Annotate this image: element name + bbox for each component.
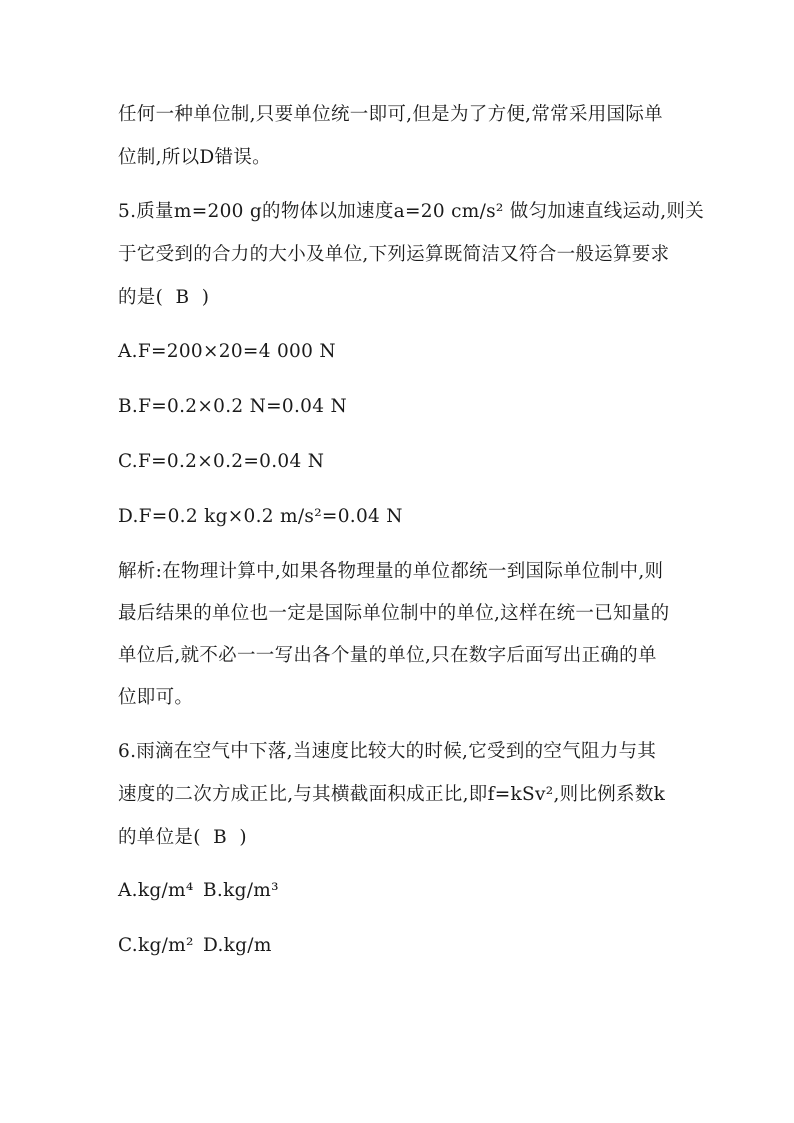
question-6-option-c: C.kg/m² bbox=[118, 935, 194, 956]
question-6-option-d: D.kg/m bbox=[203, 935, 272, 956]
analysis-line: 位即可。 bbox=[118, 687, 194, 708]
analysis-line: 最后结果的单位也一定是国际单位制中的单位,这样在统一已知量的 bbox=[118, 603, 670, 624]
question-6-option-b: B.kg/m³ bbox=[203, 880, 279, 901]
question-5-option-d: D.F=0.2 kg×0.2 m/s²=0.04 N bbox=[118, 506, 403, 527]
intro-line: 位制,所以D错误。 bbox=[118, 147, 271, 168]
question-5-stem-line: 的是( B ) bbox=[118, 287, 210, 308]
analysis-line: 解析:在物理计算中,如果各物理量的单位都统一到国际单位制中,则 bbox=[118, 561, 664, 582]
question-6-option-a: A.kg/m⁴ bbox=[118, 880, 194, 901]
question-6-stem-line: 速度的二次方成正比,与其横截面积成正比,即f=kSv²,则比例系数k bbox=[118, 784, 666, 805]
question-6-stem-line: 6.雨滴在空气中下落,当速度比较大的时候,它受到的空气阻力与其 bbox=[118, 741, 657, 762]
question-5-option-c: C.F=0.2×0.2=0.04 N bbox=[118, 451, 325, 472]
question-6-stem-line: 的单位是( B ) bbox=[118, 827, 247, 848]
question-5-stem-line: 5.质量m=200 g的物体以加速度a=20 cm/s² 做匀加速直线运动,则关 bbox=[118, 201, 704, 222]
question-5-stem-line: 于它受到的合力的大小及单位,下列运算既简洁又符合一般运算要求 bbox=[118, 244, 670, 265]
analysis-line: 单位后,就不必一一写出各个量的单位,只在数字后面写出正确的单 bbox=[118, 645, 657, 666]
question-5-option-b: B.F=0.2×0.2 N=0.04 N bbox=[118, 396, 347, 417]
intro-line: 任何一种单位制,只要单位统一即可,但是为了方便,常常采用国际单 bbox=[118, 104, 663, 125]
question-5-option-a: A.F=200×20=4 000 N bbox=[118, 341, 336, 362]
